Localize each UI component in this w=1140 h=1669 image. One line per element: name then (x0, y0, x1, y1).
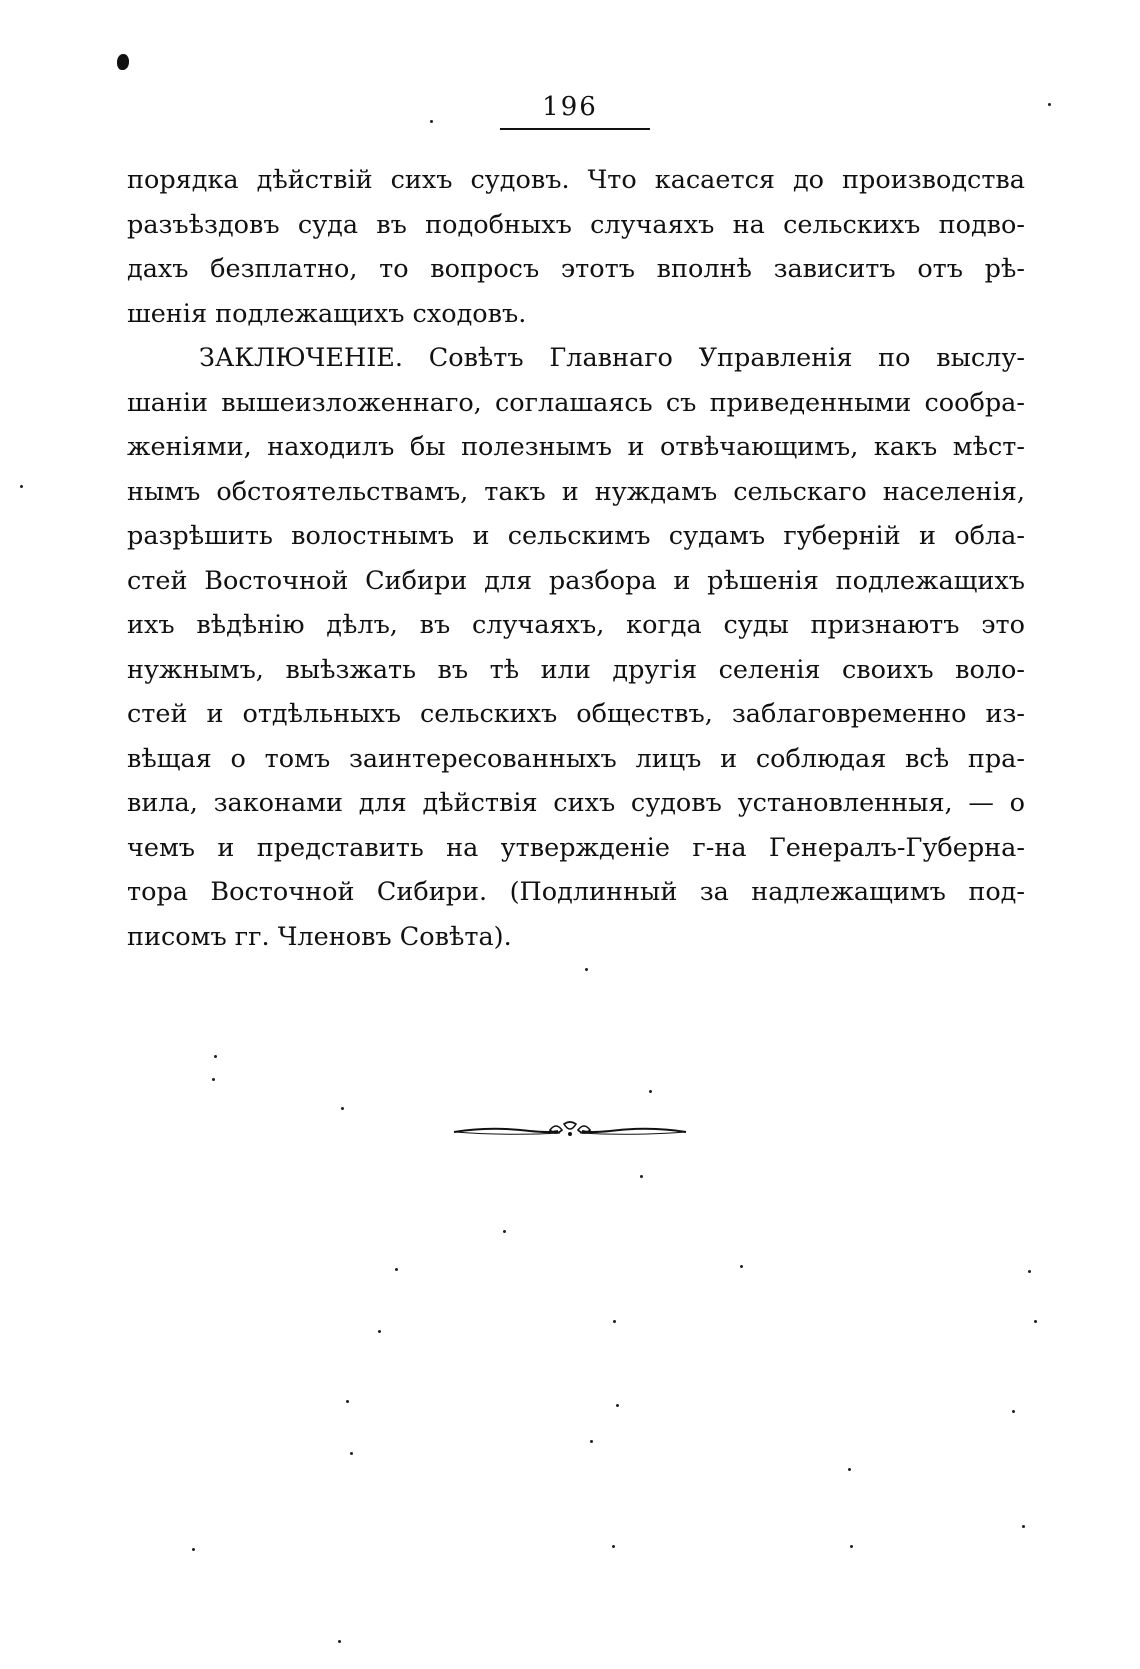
print-speck (341, 1107, 344, 1110)
text-line: шаніи вышеизложеннаго, соглашаясь съ приведенными сообра- (127, 387, 1025, 418)
print-speck (590, 1440, 593, 1443)
print-speck (395, 1268, 398, 1271)
text-line: дахъ безплатно, то вопросъ этотъ вполнѣ зависитъ отъ рѣ- (127, 254, 1025, 284)
ink-blot (117, 54, 129, 70)
text-line: шенія подлежащихъ сходовъ. (127, 298, 527, 329)
text-line: чемъ и представить на утвержденіе г-на Генералъ-Губерна- (127, 832, 1025, 863)
text-line: вила, законами для дѣйствія сихъ судовъ установленныя, — о (127, 788, 1025, 818)
text-line: порядка дѣйствій сихъ судовъ. Что касается до производства (127, 165, 1025, 195)
text-line: женіями, находилъ бы полезнымъ и отвѣчающимъ, какъ мѣст- (127, 432, 1025, 462)
print-speck (503, 1230, 506, 1233)
print-speck (214, 1055, 217, 1058)
print-speck (850, 1545, 853, 1548)
text-line: разрѣшить волостнымъ и сельскимъ судамъ губерній и обла- (127, 521, 1025, 551)
text-line: нужнымъ, выѣзжать въ тѣ или другія селенія своихъ воло- (127, 654, 1025, 685)
print-speck (350, 1452, 353, 1455)
print-speck (1048, 103, 1051, 106)
body-text (127, 158, 1025, 959)
print-speck (1022, 1525, 1025, 1528)
text-line: разъѣздовъ суда въ подобныхъ случаяхъ на сельскихъ подво- (127, 209, 1025, 240)
conclusion-heading-line: ЗАКЛЮЧЕНІЕ. Совѣтъ Главнаго Управленія по выслу- (199, 343, 1025, 373)
print-speck (585, 968, 588, 971)
text-line: тора Восточной Сибири. (Подлинный за надлежащимъ под- (127, 877, 1025, 907)
text-line: вѣщая о томъ заинтересованныхъ лицъ и соблюдая всѣ пра- (127, 743, 1025, 774)
print-speck (613, 1320, 616, 1323)
text-line: стей и отдѣльныхъ сельскихъ обществъ, заблаговременно из- (127, 699, 1025, 729)
print-speck (192, 1548, 195, 1551)
print-speck (1034, 1320, 1037, 1323)
print-speck (1012, 1410, 1015, 1413)
print-speck (378, 1330, 381, 1333)
page-number: 196 (542, 92, 598, 122)
text-line: писомъ гг. Членовъ Совѣта). (127, 921, 512, 952)
print-speck (649, 1090, 652, 1093)
print-speck (640, 1175, 643, 1178)
print-speck (740, 1265, 743, 1268)
print-speck (612, 1545, 615, 1548)
end-ornament (450, 1118, 690, 1142)
print-speck (20, 485, 23, 488)
print-speck (848, 1468, 851, 1471)
text-line: стей Восточной Сибири для разбора и рѣшенія подлежащихъ (127, 565, 1025, 596)
print-speck (616, 1404, 619, 1407)
text-line: ихъ вѣдѣнію дѣлъ, въ случаяхъ, когда суды признаютъ это (127, 610, 1025, 640)
print-speck (338, 1640, 341, 1643)
print-speck (212, 1078, 215, 1081)
page-number-rule (500, 128, 650, 130)
text-line: нымъ обстоятельствамъ, такъ и нуждамъ сельскаго населенія, (127, 476, 1025, 507)
print-speck (346, 1400, 349, 1403)
print-speck (1028, 1270, 1031, 1273)
print-speck (430, 120, 433, 123)
